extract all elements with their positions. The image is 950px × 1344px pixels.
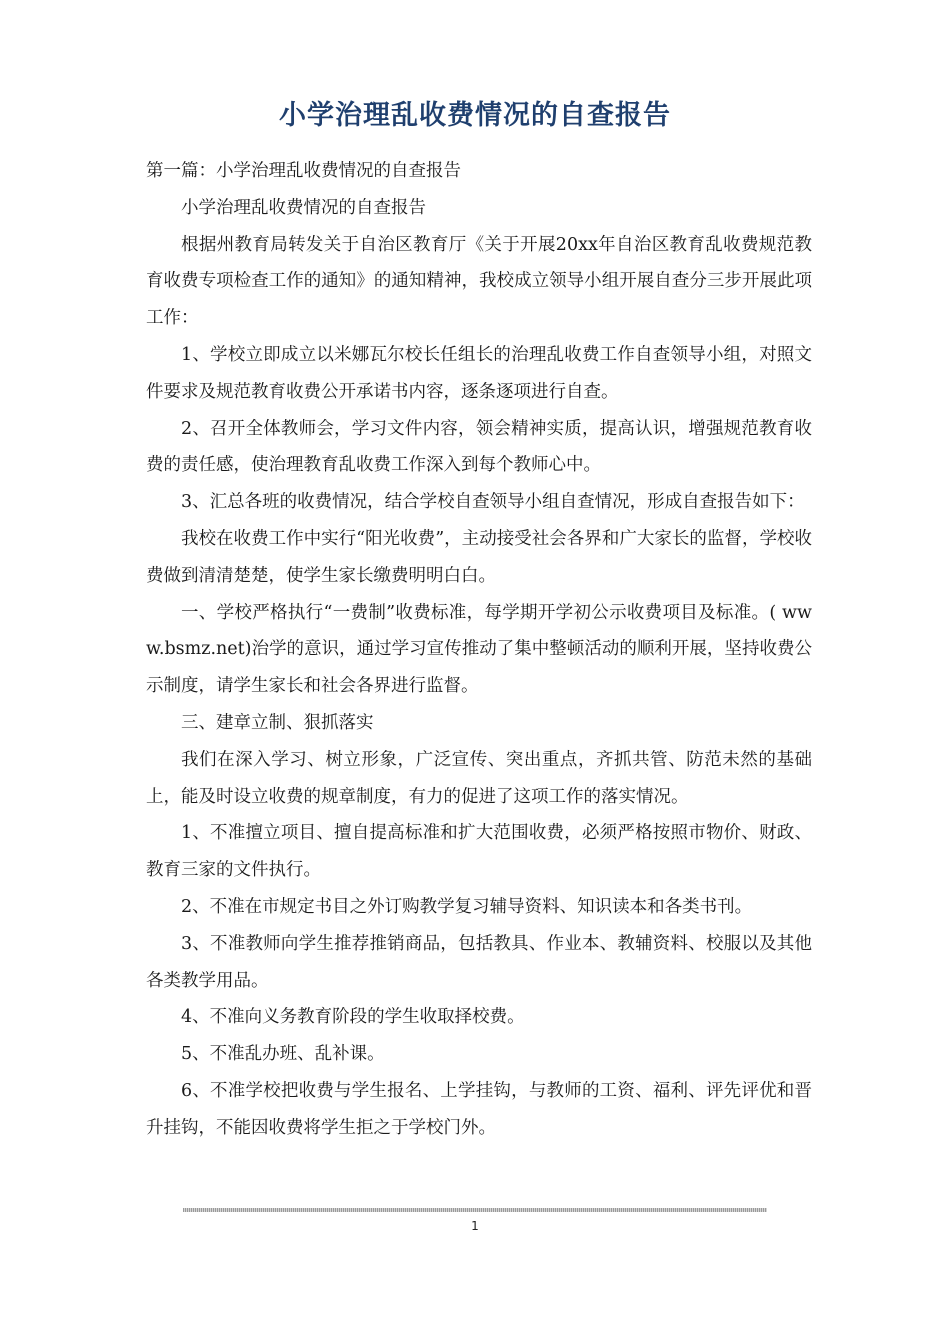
paragraph-step-3: 3、汇总各班的收费情况，结合学校自查领导小组自查情况，形成自查报告如下： [181, 492, 805, 513]
document-body [146, 153, 812, 1147]
page-number: 1 [471, 1219, 479, 1233]
paragraph-step-1: 1、学校立即成立以米娜瓦尔校长任组长的治理乱收费工作自查领导小组，对照文件要求及规范教育收费公开承诺书内容，逐条逐项进行自查。 [146, 344, 812, 402]
rule-item-4: 4、不准向义务教育阶段的学生收取择校费。 [181, 1007, 525, 1028]
section-heading-rules: 三、建章立制、狠抓落实 [181, 712, 374, 733]
rule-item-1: 1、不准擅立项目、擅自提高标准和扩大范围收费，必须严格按照市物价、财政、教育三家的文件执行。 [146, 823, 812, 881]
paragraph-rules-intro: 我们在深入学习、树立形象，广泛宣传、突出重点，齐抓共管、防范未然的基础上，能及时设立收费的规章制度，有力的促进了这项工作的落实情况。 [146, 749, 812, 807]
rule-item-6: 6、不准学校把收费与学生报名、上学挂钩，与教师的工资、福利、评先评优和晋升挂钩，不能因收费将学生拒之于学校门外。 [146, 1080, 812, 1138]
document-title: 小学治理乱收费情况的自查报告 [279, 100, 671, 131]
paragraph-step-2: 2、召开全体教师会，学习文件内容，领会精神实质，提高认识，增强规范教育收费的责任感，使治理教育乱收费工作深入到每个教师心中。 [146, 418, 812, 476]
rule-item-2: 2、不准在市规定书目之外订购教学复习辅导资料、知识读本和各类书刊。 [181, 896, 753, 917]
footer-divider [183, 1208, 767, 1212]
rule-item-3: 3、不准教师向学生推荐推销商品，包括教具、作业本、教辅资料、校服以及其他各类教学用品。 [146, 933, 812, 991]
rule-item-5: 5、不准乱办班、乱补课。 [181, 1044, 385, 1065]
paragraph-one-fee-system: 一、学校严格执行“一费制”收费标准，每学期开学初公示收费项目及标准。( www.bsmz.net)治学的意识，通过学习宣传推动了集中整顿活动的顺利开展，坚持收费公示制度，请学生家长和社会各界进行监督。 [146, 602, 812, 697]
paragraph-intro: 根据州教育局转发关于自治区教育厅《关于开展20xx年自治区教育乱收费规范教育收费专项检查工作的通知》的通知精神，我校成立领导小组开展自查分三步开展此项工作： [146, 234, 812, 329]
section-heading: 第一篇：小学治理乱收费情况的自查报告 [146, 161, 461, 181]
paragraph-sunshine-fees: 我校在收费工作中实行“阳光收费”，主动接受社会各界和广大家长的监督，学校收费做到清清楚楚，使学生家长缴费明明白白。 [146, 528, 812, 586]
report-subtitle: 小学治理乱收费情况的自查报告 [181, 197, 426, 218]
